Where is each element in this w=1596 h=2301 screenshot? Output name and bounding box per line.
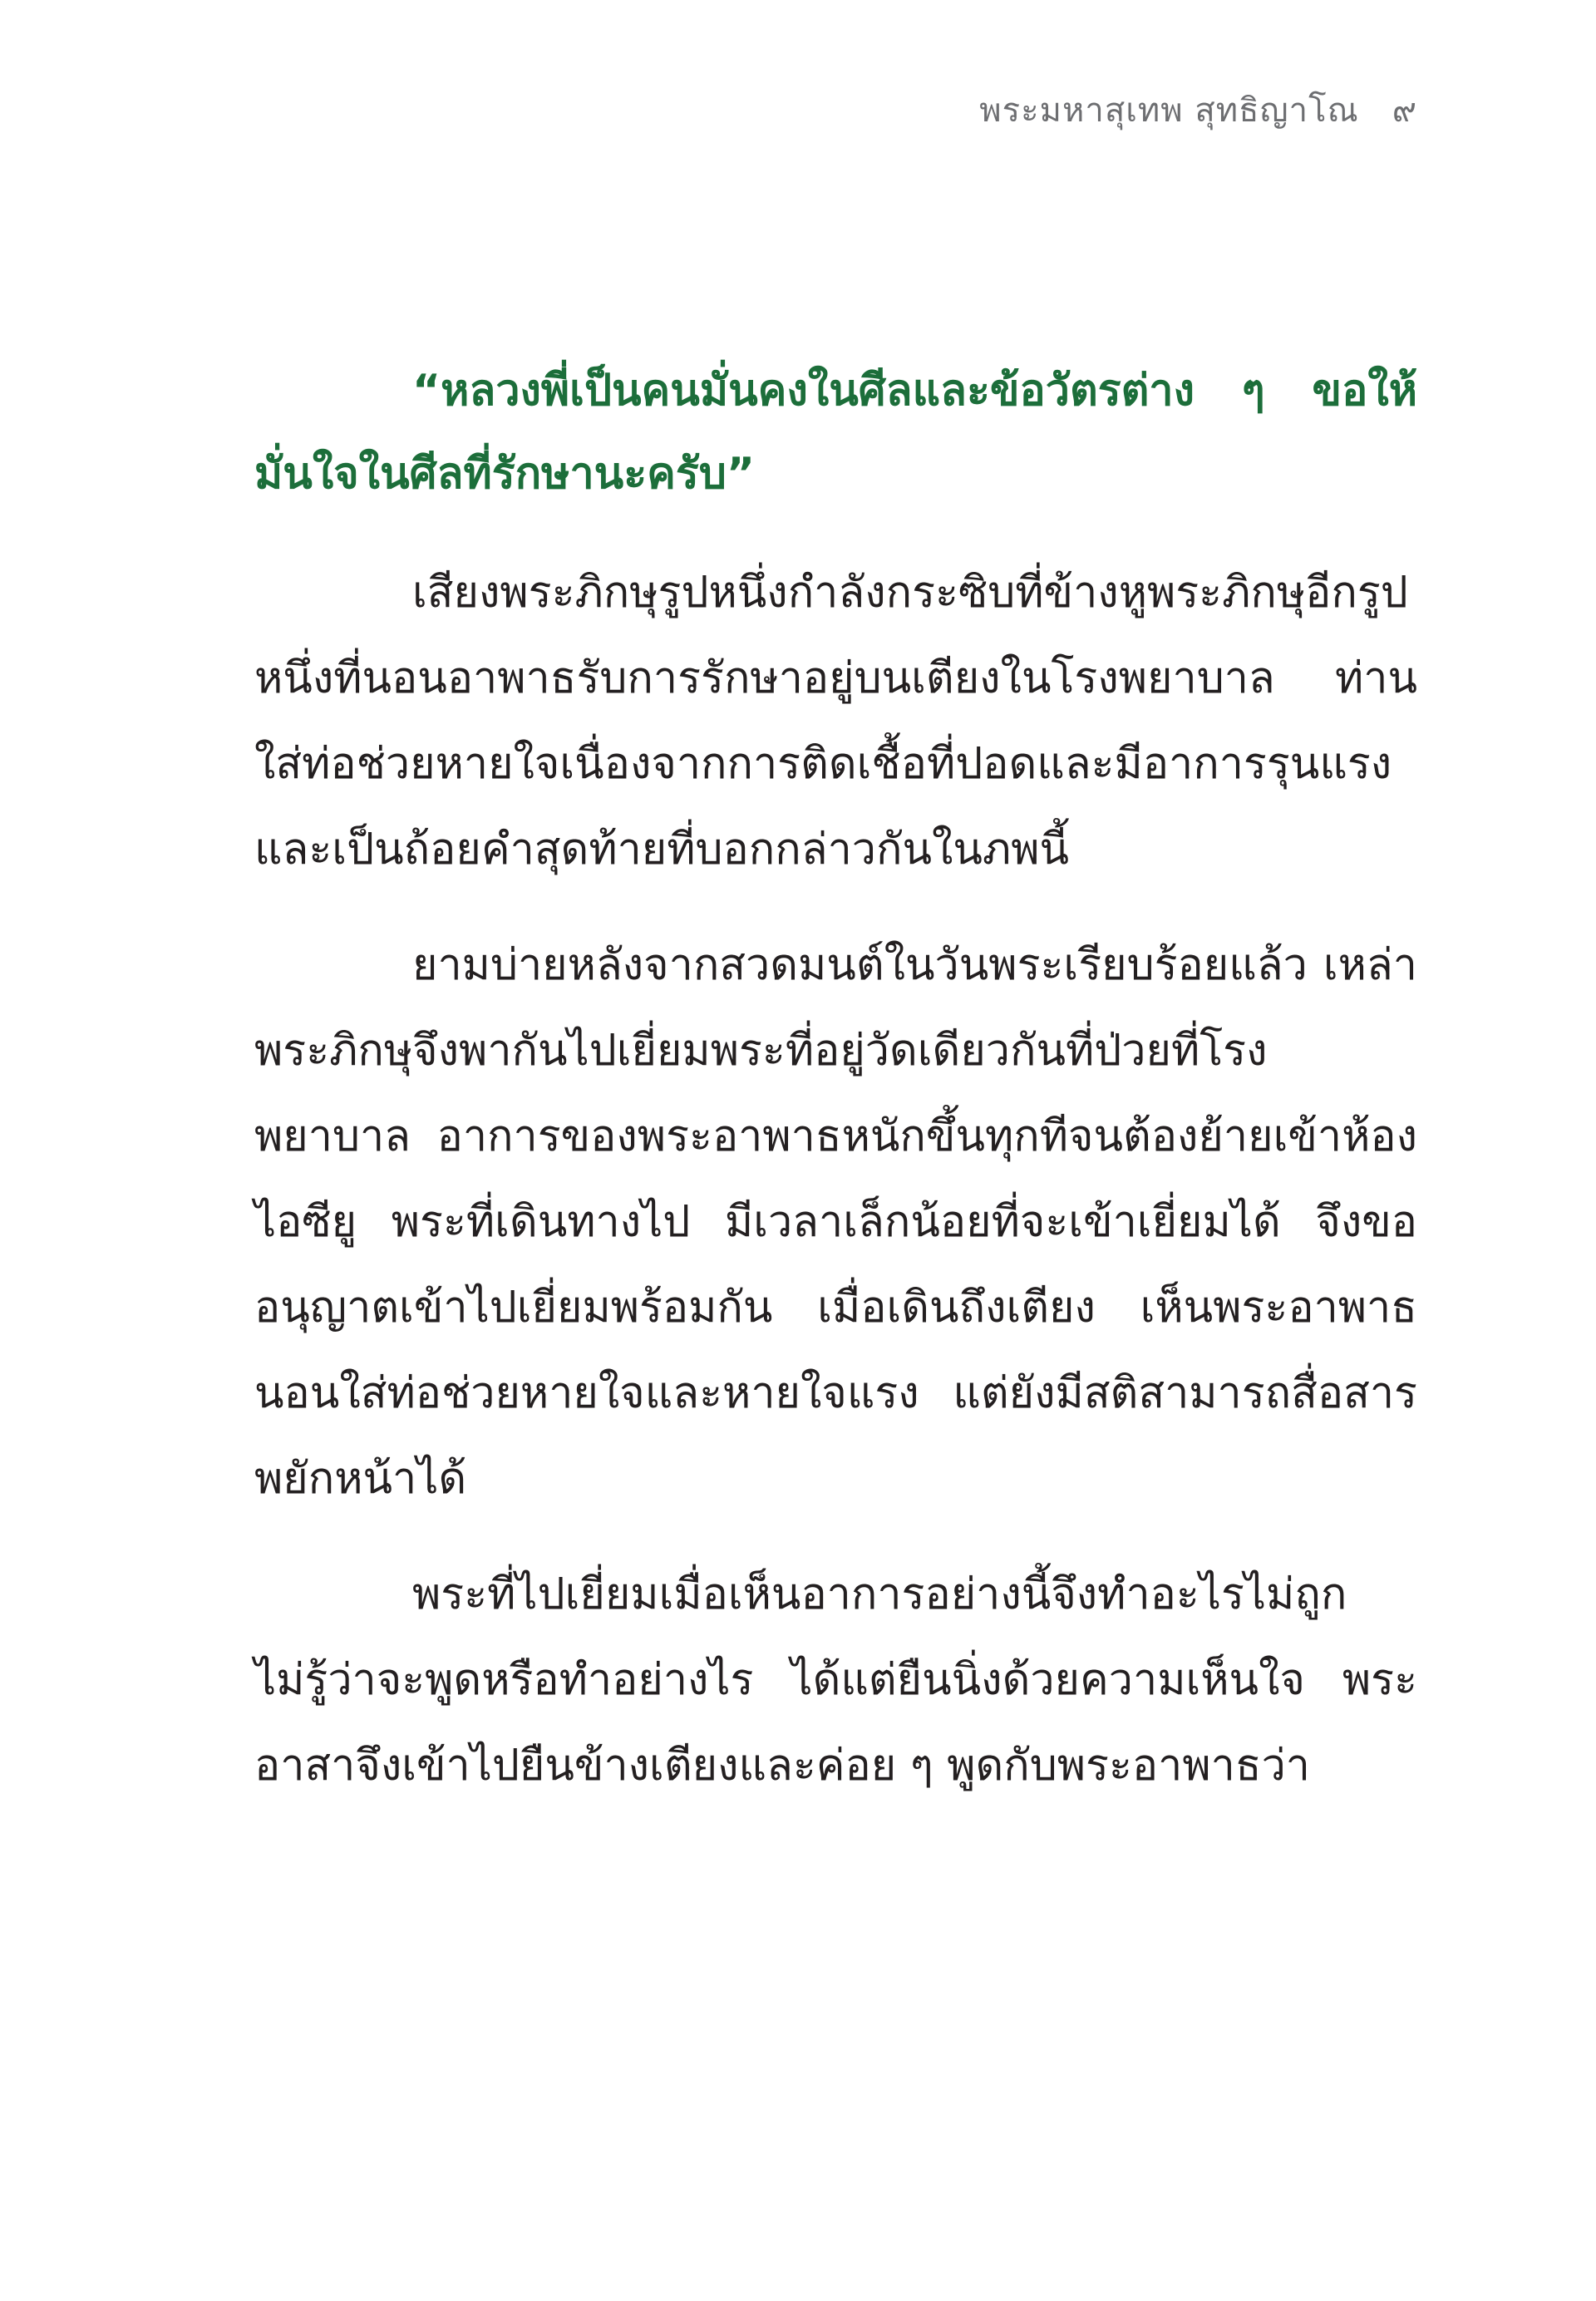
paragraph-2: ยามบ่ายหลังจากสวดมนต์ในวันพระเรียบร้อยแล้ว เหล่าพระภิกษุจึงพากันไปเยี่ยมพระที่อยู่วัดเดียวกันที่ป่วยที่โรงพยาบาล อาการของพระอาพาธหนักขึ้นทุกทีจนต้องย้ายเข้าห้องไอซียู พระที่เดินทางไป มีเวลาเล็กน้อยที่จะเข้าเยี่ยมได้ จึงขออนุญาตเข้าไปเยี่ยมพร้อมกัน เมื่อเดินถึงเตียง เห็นพระอาพาธนอนใส่ท่อช่วยหายใจและหายใจแรง แต่ยังมีสติสามารถสื่อสารพยักหน้าได้ bbox=[254, 940, 1417, 1504]
paragraph-3: พระที่ไปเยี่ยมเมื่อเห็นอาการอย่างนี้จึงทำอะไรไม่ถูก ไม่รู้ว่าจะพูดหรือทำอย่างไร ได้แต่ยืนนิ่งด้วยความเห็นใจ พระอาสาจึงเข้าไปยืนข้างเตียงและค่อย ๆ พูดกับพระอาพาธว่า bbox=[254, 1569, 1417, 1791]
running-header bbox=[979, 83, 1417, 136]
header-author: พระมหาสุเทพ สุทธิญาโณ bbox=[979, 91, 1359, 130]
opening-quote: “หลวงพี่เป็นคนมั่นคงในศีลและข้อวัตรต่าง ๆ ขอให้มั่นใจในศีลที่รักษานะครับ” bbox=[254, 366, 1417, 499]
page-body bbox=[254, 349, 1417, 1839]
paragraph-1: เสียงพระภิกษุรูปหนึ่งกำลังกระซิบที่ข้างหูพระภิกษุอีกรูปหนึ่งที่นอนอาพาธรับการรักษาอยู่บนเตียงในโรงพยาบาล ท่านใส่ท่อช่วยหายใจเนื่องจากการติดเชื้อที่ปอดและมีอาการรุนแรง และเป็นถ้อยคำสุดท้ายที่บอกกล่าวกันในภพนี้ bbox=[254, 568, 1417, 875]
page-number: ๙ bbox=[1392, 91, 1417, 130]
